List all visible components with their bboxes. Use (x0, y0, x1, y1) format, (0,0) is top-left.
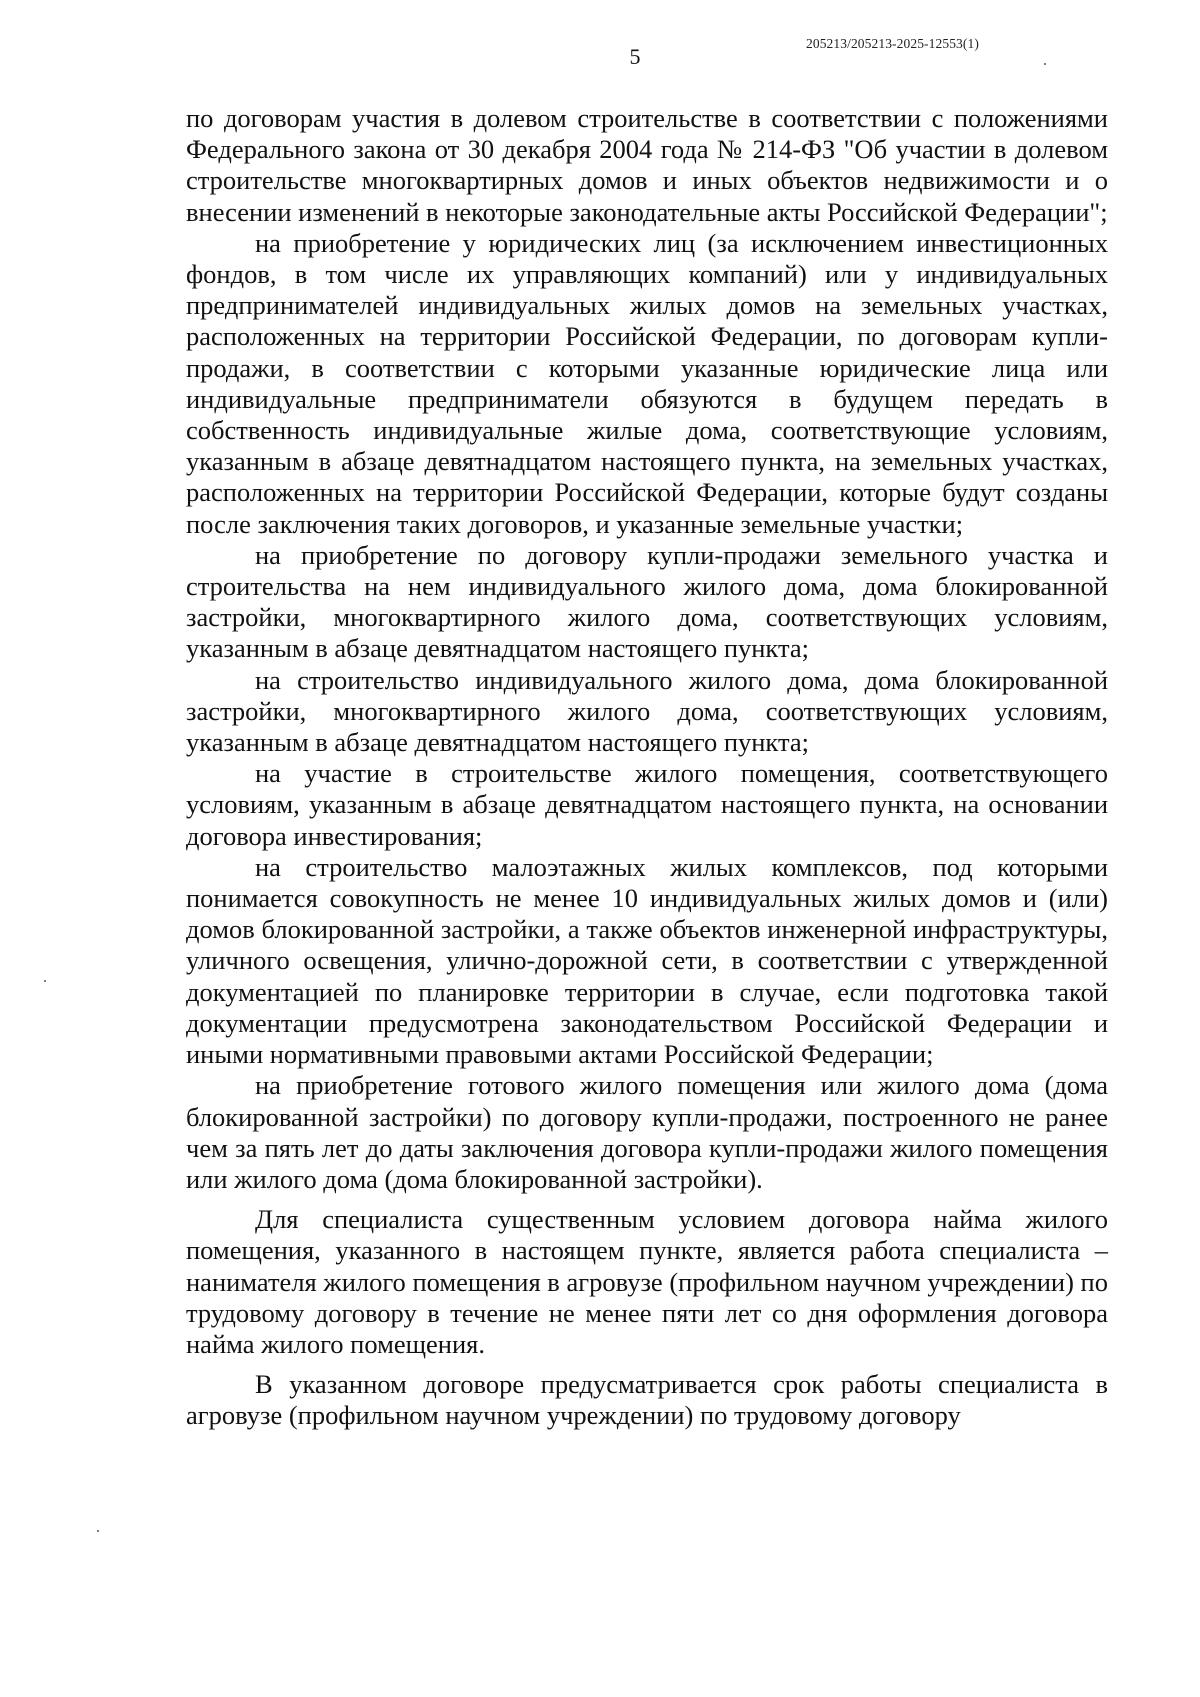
paragraph-5: на участие в строительстве жилого помещения, соответствующего условиям, указанным в абзаце девятнадцатом настоящего пункта, на основании договора инвестирования; (186, 758, 1108, 851)
paragraph-7: на приобретение готового жилого помещения или жилого дома (дома блокированной застройки) по договору купли-продажи, построенного не ранее чем за пять лет до даты заключения договора купли-продажи жилого помещения или жилого дома (дома блокированной застройки). (186, 1070, 1108, 1194)
paragraph-3: на приобретение по договору купли-продажи земельного участка и строительства на нем индивидуального жилого дома, дома блокированной застройки, многоквартирного жилого дома, соответствующих условиям, указанным в абзаце девятнадцатом настоящего пункта; (186, 539, 1108, 664)
paragraph-9: В указанном договоре предусматривается срок работы специалиста в агровузе (профильном научном учреждении) по трудовому договору (186, 1369, 1108, 1431)
paragraph-2: на приобретение у юридических лиц (за исключением инвестиционных фондов, в том числе их управляющих компаний) или у индивидуальных предпринимателей индивидуальных жилых домов на земельных участках, расположенных на территории Российской Федерации, по договорам купли-продажи, в соответствии с которыми указанные юридические лица или индивидуальные предприниматели обязуются в будущем передать в собственность индивидуальные жилые дома, соответствующие условиям, указанным в абзаце девятнадцатом настоящего пункта, на земельных участках, расположенных на территории Российской Федерации, которые будут созданы после заключения таких договоров, и указанные земельные участки; (186, 227, 1108, 539)
document-body (186, 103, 1108, 1432)
scan-speck (1044, 63, 1046, 65)
page-number: 5 (629, 44, 641, 69)
paragraph-6: на строительство малоэтажных жилых комплексов, под которыми понимается совокупность не менее 10 индивидуальных жилых домов и (или) домов блокированной застройки, а также объектов инженерной инфраструктуры, уличного освещения, улично-дорожной сети, в соответствии с утвержденной документацией по планировке территории в случае, если подготовка такой документации предусмотрена законодательством Российской Федерации и иными нормативными правовыми актами Российской Федерации; (186, 851, 1108, 1070)
paragraph-4: на строительство индивидуального жилого дома, дома блокированной застройки, многоквартирного жилого дома, соответствующих условиям, указанным в абзаце девятнадцатом настоящего пункта; (186, 664, 1108, 758)
paragraph-1: по договорам участия в долевом строительстве в соответствии с положениями Федерального закона от 30 декабря 2004 года № 214-ФЗ "Об участии в долевом строительстве многоквартирных домов и иных объектов недвижимости и о внесении изменений в некоторые законодательные акты Российской Федерации"; (186, 103, 1108, 227)
scan-speck (44, 980, 46, 982)
scan-speck (97, 1530, 99, 1532)
paragraph-8: Для специалиста существенным условием договора найма жилого помещения, указанного в настоящем пункте, является работа специалиста – нанимателя жилого помещения в агровузе (профильном научном учреждении) по трудовому договору в течение не менее пяти лет со дня оформления договора найма жилого помещения. (186, 1204, 1108, 1359)
document-id: 205213/205213-2025-12553(1) (806, 36, 979, 51)
